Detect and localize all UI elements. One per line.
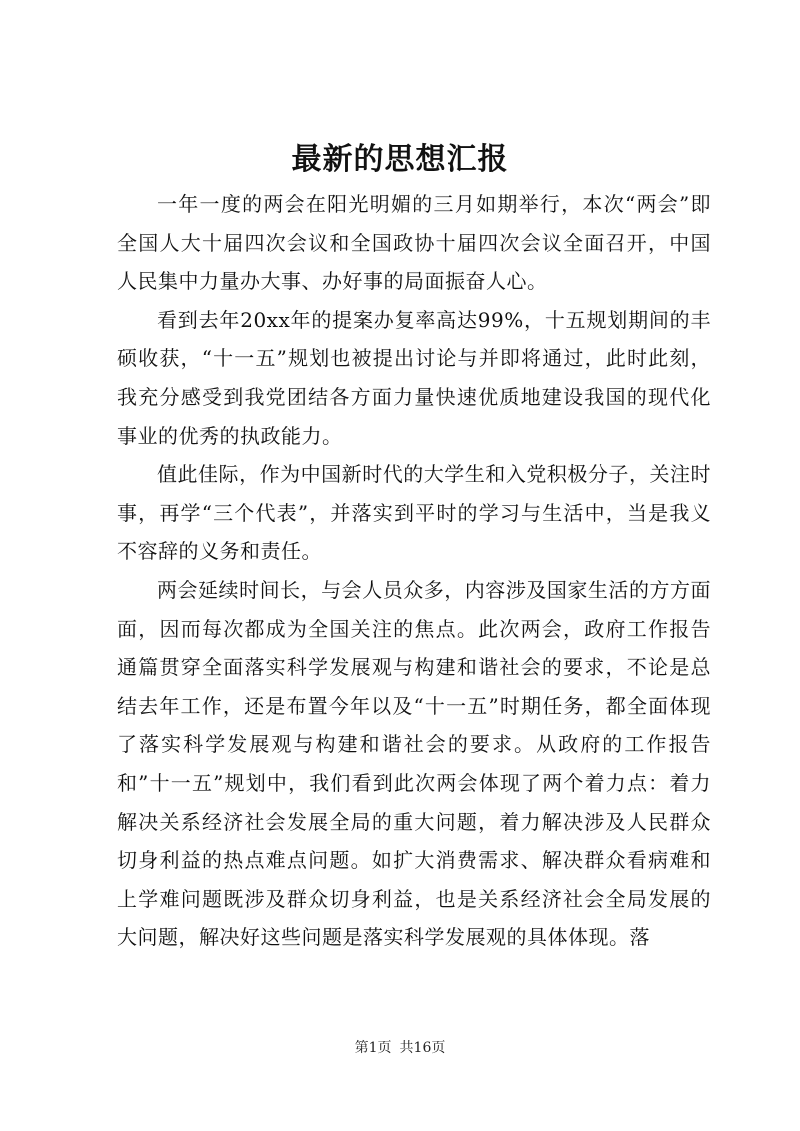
document-body bbox=[117, 185, 711, 957]
document-title: 最新的思想汇报 bbox=[291, 142, 509, 177]
page-total: 共16页 bbox=[399, 1040, 446, 1056]
page-footer bbox=[0, 1038, 800, 1058]
paragraph-2: 看到去年20xx年的提案办复率高达99%，十五规划期间的丰硕收获，“十一五”规划也被提出讨论与并即将通过，此时此刻，我充分感受到我党团结各方面力量快速优质地建设我国的现代化事业的优秀的执政能力。 bbox=[117, 307, 711, 448]
paragraph-3: 值此佳际，作为中国新时代的大学生和入党积极分子，关注时事，再学“三个代表”，并落实到平时的学习与生活中，当是我义不容辞的义务和责任。 bbox=[117, 462, 711, 564]
page-number: 第1页 bbox=[354, 1040, 392, 1056]
paragraph-4: 两会延续时间长，与会人员众多，内容涉及国家生活的方方面面，因而每次都成为全国关注的焦点。此次两会，政府工作报告通篇贯穿全面落实科学发展观与构建和谐社会的要求，不论是总结去年工作，还是布置今年以及“十一五”时期任务，都全面体现了落实科学发展观与构建和谐社会的要求。从政府的工作报告和”十一五”规划中，我们看到此次两会体现了两个着力点：着力解决关系经济社会发展全局的重大问题，着力解决涉及人民群众切身利益的热点难点问题。如扩大消费需求、解决群众看病难和上学难问题既涉及群众切身利益，也是关系经济社会全局发展的大问题，解决好这些问题是落实科学发展观的具体体现。落 bbox=[117, 577, 711, 950]
paragraph-1: 一年一度的两会在阳光明媚的三月如期举行，本次“两会”即全国人大十届四次会议和全国政协十届四次会议全面召开，中国人民集中力量办大事、办好事的局面振奋人心。 bbox=[117, 192, 711, 294]
